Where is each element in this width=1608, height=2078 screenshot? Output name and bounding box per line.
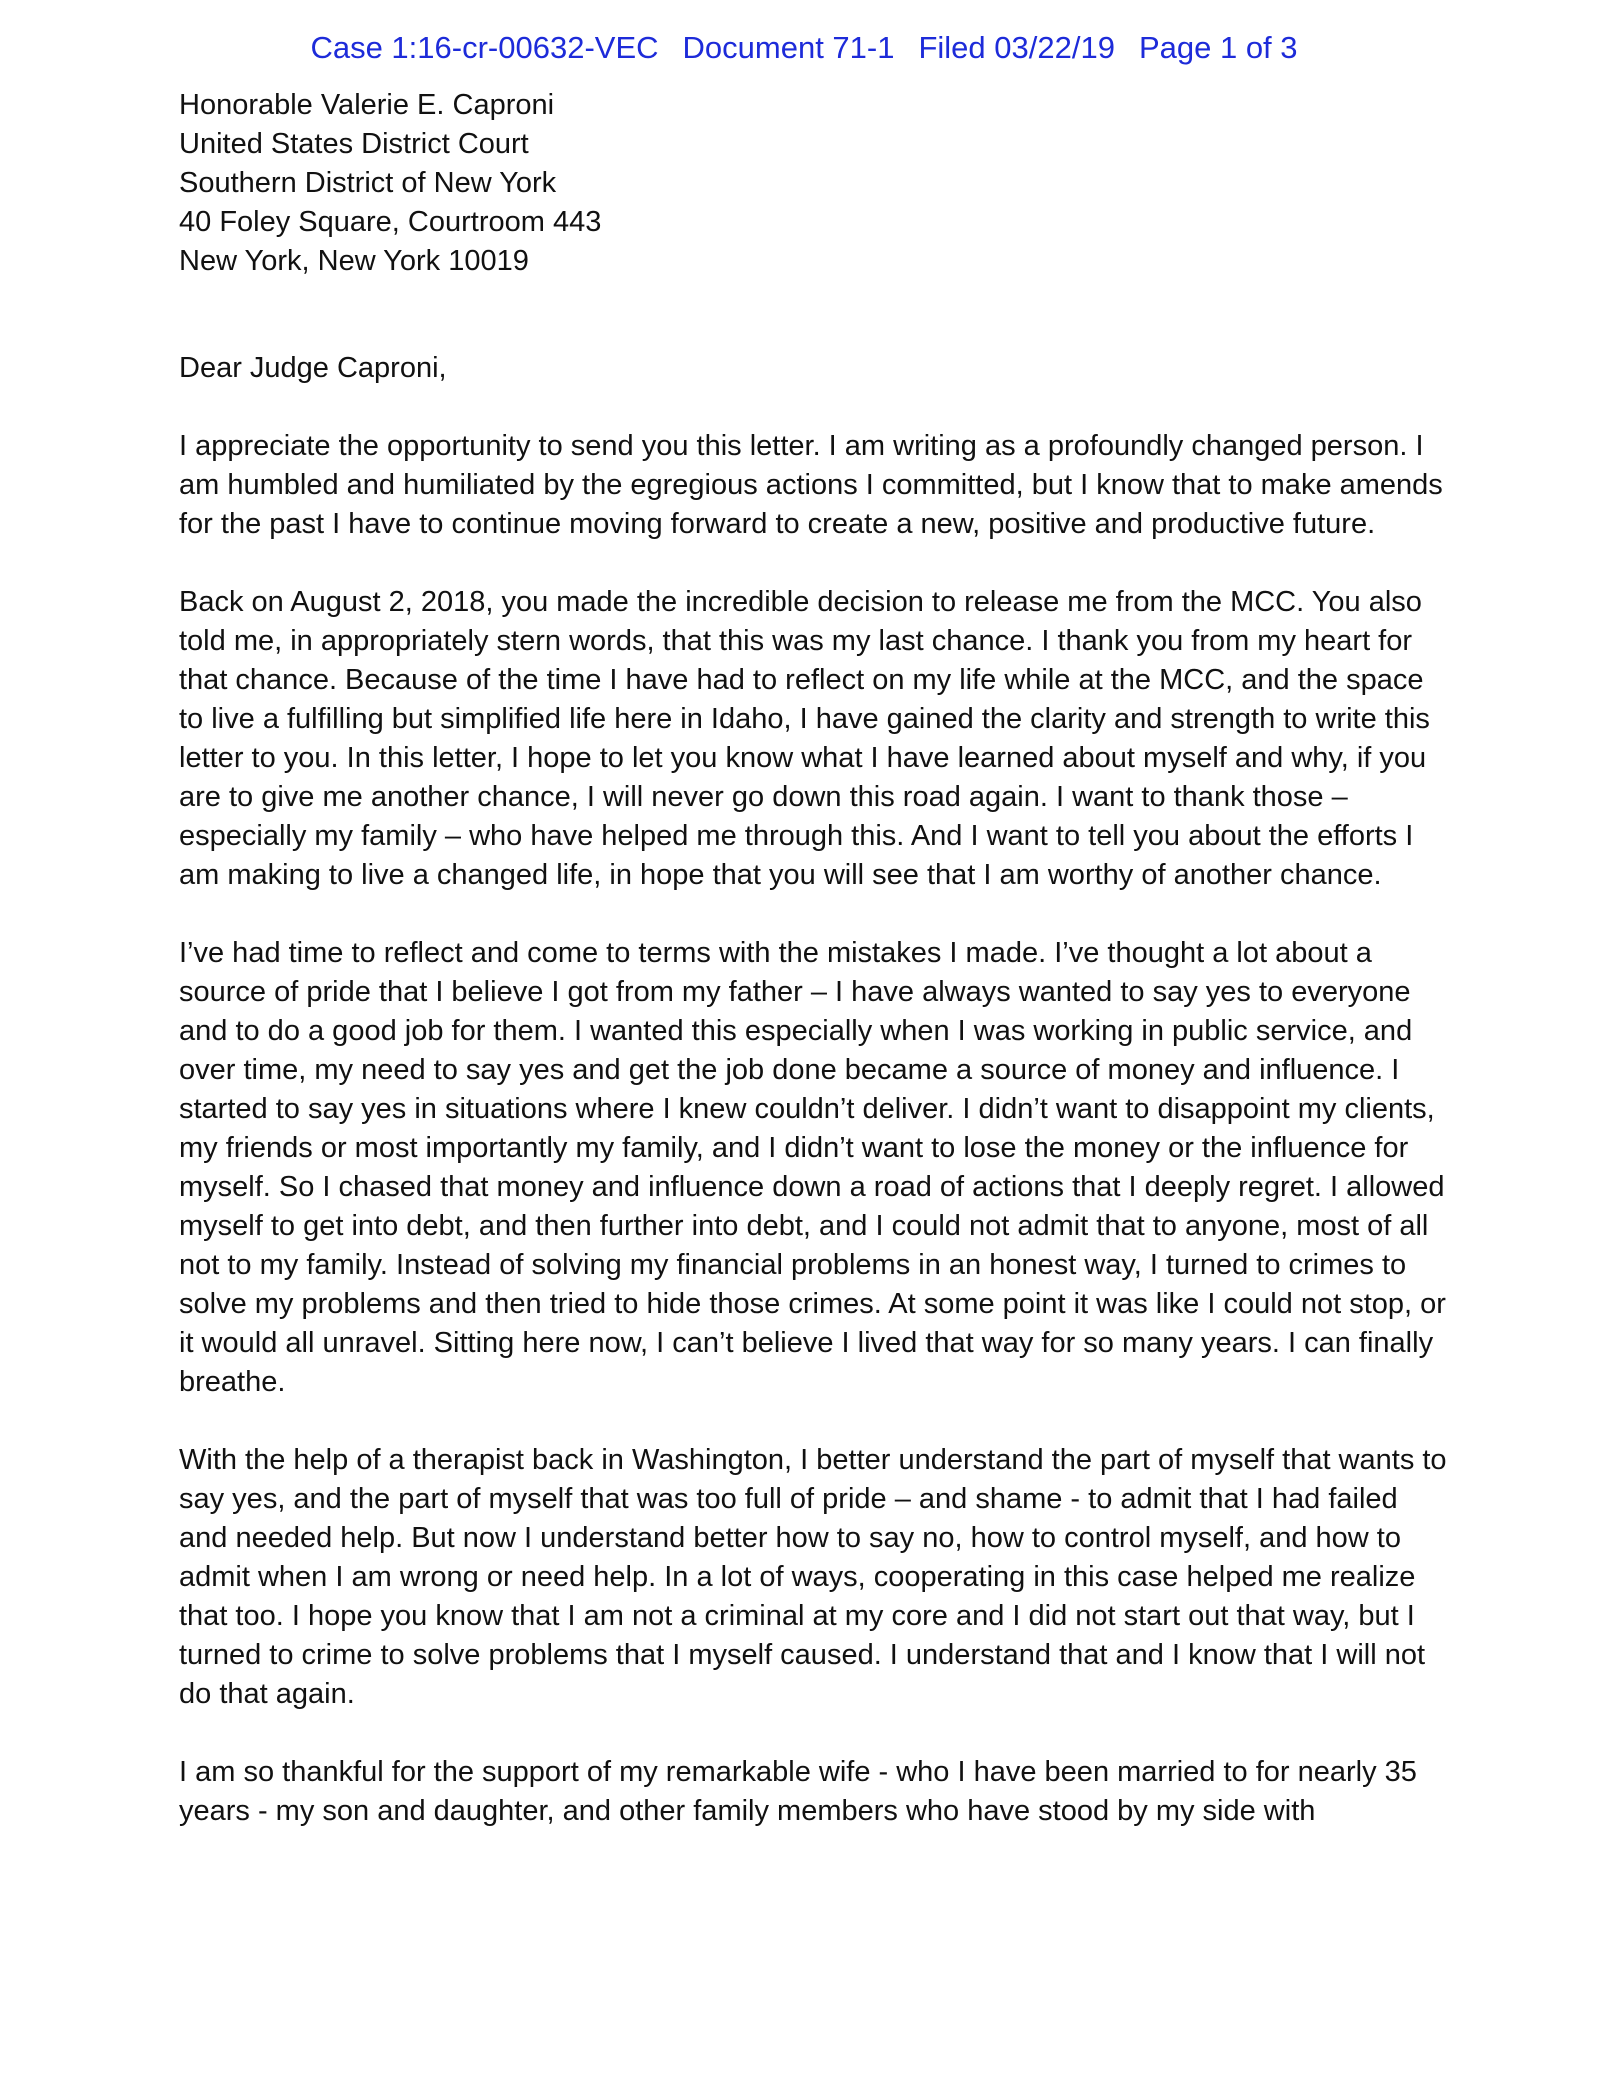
filed-date: Filed 03/22/19 [918,30,1115,65]
address-line: Southern District of New York [179,167,557,199]
address-line: New York, New York 10019 [179,245,529,277]
ecf-filing-header [0,28,1608,68]
letter-body [179,86,1449,1831]
paragraph: Back on August 2, 2018, you made the incredible decision to release me from the MCC. You also told me, in appropriately stern words, that this was my last chance. I thank you from my heart for that chance. Because of the time I have had to reflect on my life while at the MCC, and the space to live a fulfilling but simplified life here in Idaho, I have gained the clarity and strength to write this letter to you. In this letter, I hope to let you know what I have learned about myself and why, if you are to give me another chance, I will never go down this road again. I want to thank those – especially my family – who have helped me through this. And I want to tell you about the efforts I am making to live a changed life, in hope that you will see that I am worthy of another chance. [179,586,1430,891]
paragraph: I am so thankful for the support of my remarkable wife - who I have been married to for nearly 35 years - my son and daughter, and other family members who have stood by my side with [179,1756,1417,1827]
page-indicator: Page 1 of 3 [1138,30,1298,65]
address-line: United States District Court [179,128,529,160]
paragraph: With the help of a therapist back in Washington, I better understand the part of myself that wants to say yes, and the part of myself that was too full of pride – and shame - to admit that I had failed and needed help. But now I understand better how to say no, how to control myself, and how to admit when I am wrong or need help. In a lot of ways, cooperating in this case helped me realize that too. I hope you know that I am not a criminal at my core and I did not start out that way, but I turned to crime to solve problems that I myself caused. I understand that and I know that I will not do that again. [179,1444,1447,1710]
address-line: 40 Foley Square, Courtroom 443 [179,206,602,238]
paragraph: I appreciate the opportunity to send you this letter. I am writing as a profoundly changed person. I am humbled and humiliated by the egregious actions I committed, but I know that to make amends for the past I have to continue moving forward to create a new, positive and productive future. [179,430,1443,540]
address-line: Honorable Valerie E. Caproni [179,89,555,121]
case-number: Case 1:16-cr-00632-VEC [310,30,659,65]
salutation: Dear Judge Caproni, [179,352,447,384]
document-number: Document 71-1 [682,30,895,65]
paragraph: I’ve had time to reflect and come to terms with the mistakes I made. I’ve thought a lot about a source of pride that I believe I got from my father – I have always wanted to say yes to everyone and to do a good job for them. I wanted this especially when I was working in public service, and over time, my need to say yes and get the job done became a source of money and influence. I started to say yes in situations where I knew couldn’t deliver. I didn’t want to disappoint my clients, my friends or most importantly my family, and I didn’t want to lose the money or the influence for myself. So I chased that money and influence down a road of actions that I deeply regret. I allowed myself to get into debt, and then further into debt, and I could not admit that to anyone, most of all not to my family. Instead of solving my financial problems in an honest way, I turned to crimes to solve my problems and then tried to hide those crimes. At some point it was like I could not stop, or it would all unravel. Sitting here now, I can’t believe I lived that way for so many years. I can finally breathe. [179,937,1446,1398]
recipient-address [179,86,1449,281]
